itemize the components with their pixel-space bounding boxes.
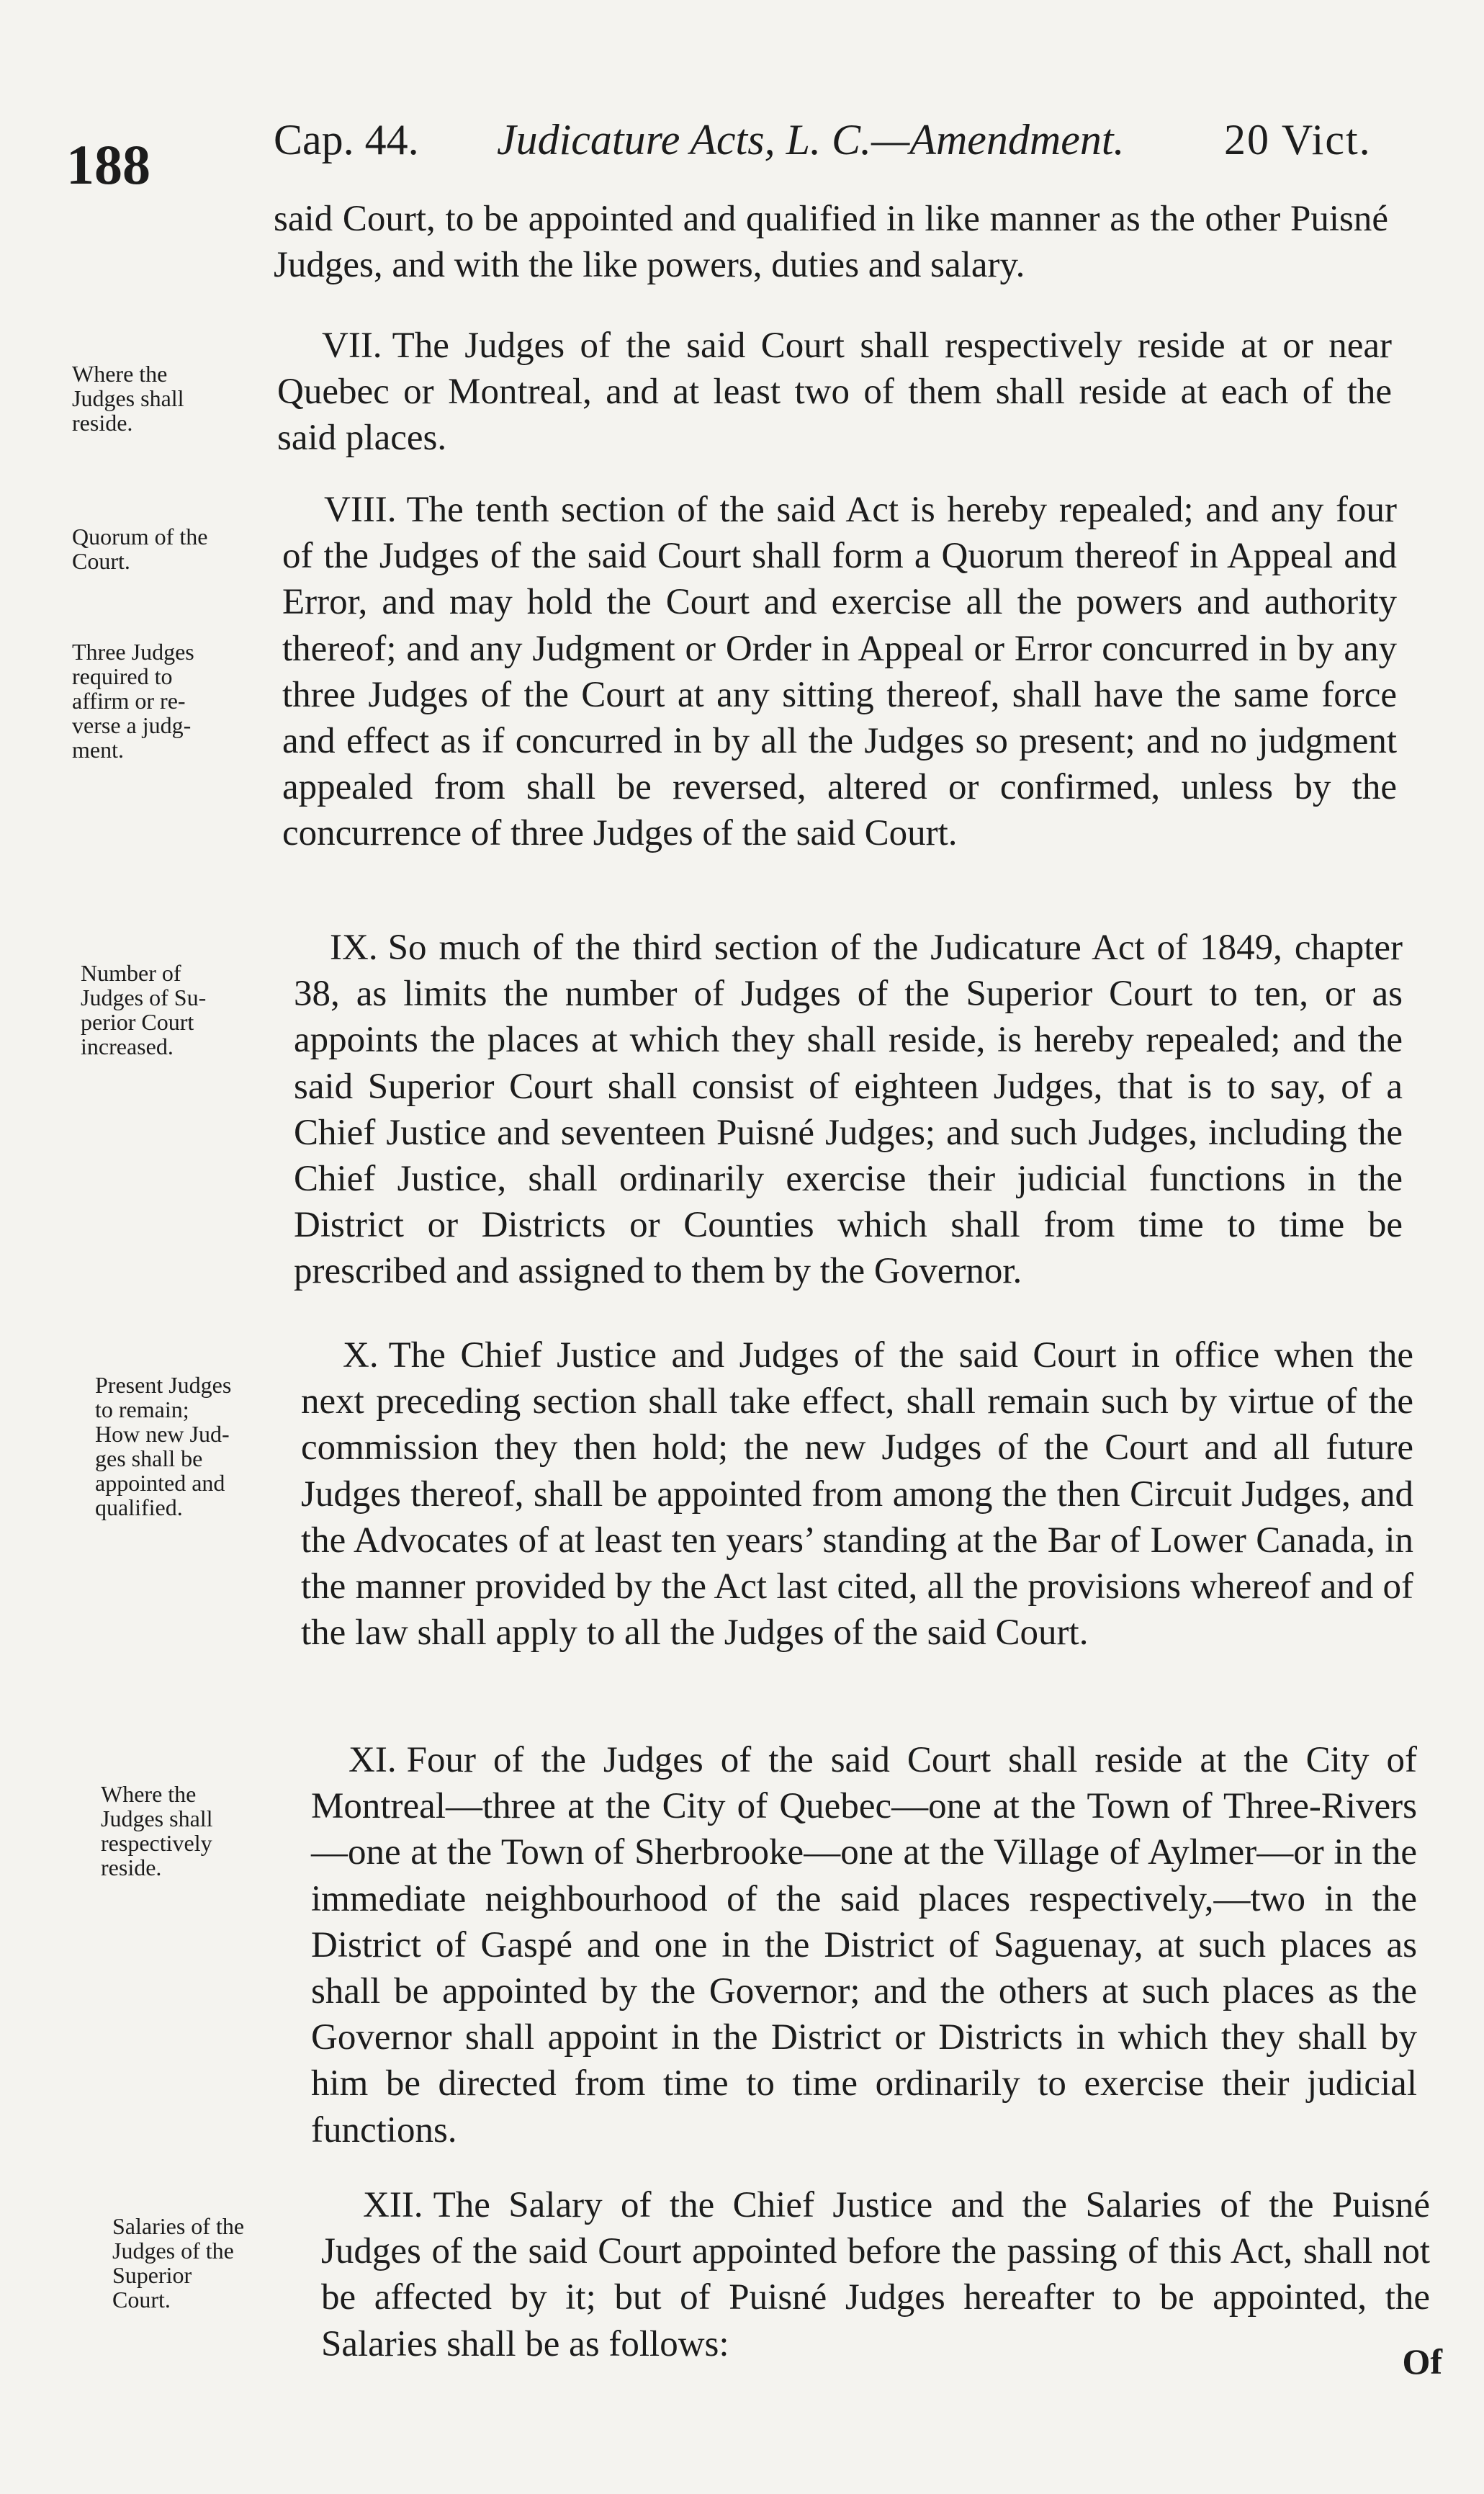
section-text: The tenth section of the said Act is hereby repealed; and any four of the Judges of the said Court shall form a Quorum thereof in Appeal and Error, and may hold the Court and exercise all the powers and authority thereof; and any Judgment or Order in Appeal or Error concurred in by any three Judges of the Court at any sitting thereof, shall have the same force and effect as if concurred in by all the Judges so present; and no judgment appealed from shall be reversed, altered or confirmed, unless by the concurrence of three Judges of the said Court. xyxy=(282,490,1397,854)
section-vii xyxy=(277,323,1392,462)
running-head-year: 20 Vict. xyxy=(1224,116,1372,163)
section-text: The Salary of the Chief Justice and the Salaries of the Puisné Judges of the said Court appointed before the passing of this Act, shall not be affected by it; but of Puisné Judges hereafter to be appointed, the Salaries shall be as follows: xyxy=(321,2185,1430,2364)
section-xi xyxy=(311,1737,1417,2153)
margin-note-where-judges-reside: Where the Judges shall reside. xyxy=(72,361,184,436)
section-number: X. xyxy=(343,1335,379,1376)
section-number: VII. xyxy=(322,326,382,366)
section-number: IX. xyxy=(330,928,378,968)
section-text: The Chief Justice and Judges of the said Court in office when the next preceding section shall take effect, shall remain such by virtue of the commission they then hold; the new Judges of the Court and all future Judges thereof, shall be appointed from among the then Circuit Judges, and the Advocates of at least ten years’ standing at the Bar of Lower Canada, in the manner provided by the Act last cited, all the provisions whereof and of the law shall apply to all the Judges of the said Court. xyxy=(301,1335,1413,1654)
section-viii xyxy=(282,487,1397,857)
running-head-cap: Cap. 44. xyxy=(274,116,419,163)
continuation-paragraph: said Court, to be appointed and qualified in like manner as the other Puisné Judges, and with the like powers, duties and salary. xyxy=(274,199,1388,286)
section-number: XII. xyxy=(363,2185,423,2225)
section-x xyxy=(301,1332,1413,1656)
page-number: 188 xyxy=(66,133,150,196)
margin-note-quorum: Quorum of the Court. xyxy=(72,524,208,574)
margin-note-present-judges: Present Judges to remain; How new Jud- ges shall be appointed and qualified. xyxy=(95,1372,232,1520)
section-text: So much of the third section of the Judicature Act of 1849, chapter 38, as limits the number of Judges of the Superior Court to ten, or as appoints the places at which they shall reside, is hereby repealed; and the said Superior Court shall consist of eighteen Judges, that is to say, of a Chief Justice and seventeen Puisné Judges; and such Judges, including the Chief Justice, shall ordinarily exercise their judicial functions in the District or Districts or Counties which shall from time to time be prescribed and assigned to them by the Governor. xyxy=(294,928,1403,1292)
catchword: Of xyxy=(1402,2341,1442,2382)
section-text: The Judges of the said Court shall respectively reside at or near Quebec or Montreal, and at least two of them shall reside at each of the said places. xyxy=(277,326,1392,459)
section-number: XI. xyxy=(348,1740,397,1780)
margin-note-three-judges: Three Judges required to affirm or re- verse a judg- ment. xyxy=(72,639,194,763)
section-xii xyxy=(321,2182,1430,2367)
running-head-title: Judicature Acts, L. C.—Amendment. xyxy=(497,116,1125,163)
section-text: Four of the Judges of the said Court shall reside at the City of Montreal—three at the City of Quebec—one at the Town of Three-Rivers—one at the Town of Sherbrooke—one at the Village of Aylmer—or in the immediate neighbourhood of the said places respectively,—two in the District of Gaspé and one in the District of Saguenay, at such places as shall be appointed by the Governor; and the others at such places as the Governor shall appoint in the District or Districts in which they shall by him be directed from time to time ordinarily to exercise their judicial functions. xyxy=(311,1740,1417,2150)
section-number: VIII. xyxy=(324,490,397,530)
margin-note-number-of-judges: Number of Judges of Su- perior Court increased. xyxy=(81,960,207,1059)
margin-note-where-judges-respectively-reside: Where the Judges shall respectively reside. xyxy=(101,1781,213,1880)
section-ix xyxy=(294,925,1403,1295)
margin-note-salaries: Salaries of the Judges of the Superior Court. xyxy=(112,2213,245,2313)
